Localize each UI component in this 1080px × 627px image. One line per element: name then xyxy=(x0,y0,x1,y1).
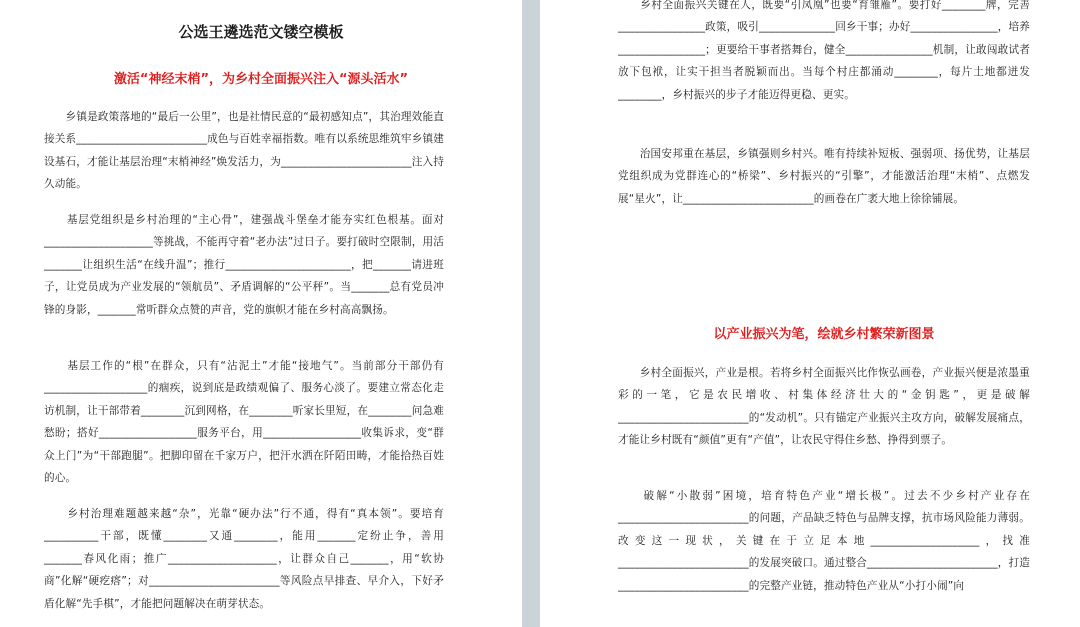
paragraph-7: 乡村全面振兴，产业是根。若将乡村全面振兴比作恢弘画卷，产业振兴便是浓墨重彩的一笔，它是农民增收、村集体经济壮大的“金钥匙”，更是破解________________________的“发动机”。只有锚定产业振兴主攻方向，破解发展痛点，才能让乡村既有“颜值”更有“产值”，让农民守得住乡愁、挣得到票子。 xyxy=(618,367,1030,447)
page-title: 公选王遴选范文镂空模板 xyxy=(178,23,344,41)
paragraph-2: 基层党组织是乡村治理的“主心骨”，建强战斗堡垒才能夯实红色根基。面对____________________等挑战，不能再守着“老办法”过日子。要打破时空限制，用活_______让组织生活“在线升温”；推行_______________________，把_______请进班子，让党员成为产业发展的“领航员”、矛盾调解的“公平秤”。当_______总有党员冲锋的身影，_______常听群众点赞的声音，党的旗帜才能在乡村高高飘扬。 xyxy=(44,214,444,316)
paragraph-5: 乡村全面振兴关键在人，既要“引凤凰”也要“育雏雁”。要打好________牌，完善________________政策，吸引______________回乡干事；办好________________，培养________________；更要给干事者搭舞台，健全________________机制，让敢闯敢试者放下包袱，让实干担当者脱颖而出。当每个村庄都涌动________，每片土地都迸发________，乡村振兴的步子才能迈得更稳、更实。 xyxy=(618,0,1030,101)
paragraph-3: 基层工作的“根”在群众，只有“沾泥土”才能“接地气”。当前部分干部仍有___________________的痼疾，说到底是政绩观偏了、服务心淡了。要建立常态化走访机制，让干部带着________沉到网格，在________听家长里短，在________问急难愁盼；搭好__________________服务平台，用__________________收集诉求，变“群众上门”为“干部跑腿”。把脚印留在千家万户，把汗水洒在阡陌田畴，才能拾热百姓的心。 xyxy=(44,360,444,485)
section-title-1: 激活“神经末梢”，为乡村全面振兴注入“源头活水” xyxy=(113,72,409,87)
paragraph-6: 治国安邦重在基层，乡镇强则乡村兴。唯有持续补短板、强弱项、扬优势，让基层党组织成为党群连心的“桥梁”、乡村振兴的“引擎”，才能激活治理“末梢”、点燃发展“星火”，让________________________的画卷在广袤大地上徐徐铺展。 xyxy=(618,148,1030,205)
section-title-2: 以产业振兴为笔，绘就乡村繁荣新图景 xyxy=(713,327,935,342)
paragraph-8: 破解“小散弱”困境，培育特色产业“增长极”。过去不少乡村产业存在________________________的问题，产品缺乏特色与品牌支撑，抗市场风险能力薄弱。改变这一现状，关键在于立足本地____________________，找准________________________的发展突破口。通过整合________________________，打造________________________的完整产业链，推动特色产业从“小打小闹”向 xyxy=(618,490,1030,592)
paragraph-1: 乡镇是政策落地的“最后一公里”，也是社情民意的“最初感知点”，其治理效能直接关系________________________成色与百姓幸福指数。唯有以系统思维筑牢乡镇建设基石，才能让基层治理“末梢神经”焕发活力，为________________________注入持久动能。 xyxy=(44,111,444,191)
paragraph-4: 乡村治理难题越来越“杂”，光靠“硬办法”行不通，得有“真本领”。要培育__________干部，既懂________又通________，能用_______定纷止争，善用_______春风化雨；推广____________________，让群众自己_______，用“软协商”化解“硬疙瘩”；对________________________等风险点早排查、早介入，下好矛盾化解“先手棋”，才能把问题解决在萌芽状态。 xyxy=(44,508,444,610)
document-page-right xyxy=(540,0,1080,627)
document-page-left xyxy=(0,0,522,627)
